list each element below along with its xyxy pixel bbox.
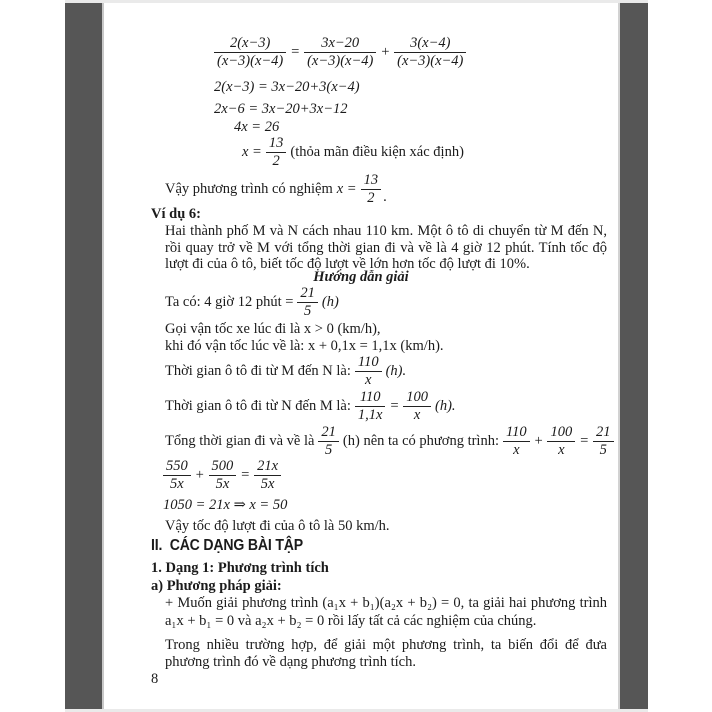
- solution-guide-heading: Hướng dẫn giải: [313, 269, 409, 285]
- total-time-row: [165, 425, 618, 458]
- equals-sign: =: [579, 433, 590, 449]
- fraction: [214, 36, 286, 69]
- page-number: 8: [151, 671, 159, 687]
- numerator: 100: [403, 390, 431, 407]
- fraction: [318, 425, 339, 458]
- fraction: [355, 355, 382, 388]
- dang1-heading: 1. Dạng 1: Phương trình tích: [151, 560, 329, 576]
- fraction: [403, 390, 431, 423]
- numerator: 110: [355, 390, 386, 407]
- fraction: [593, 425, 614, 458]
- denominator: x: [558, 442, 565, 458]
- equation-intro-text: (h) nên ta có phương trình:: [342, 433, 499, 449]
- solution-step: 2(x−3) = 3x−20+3(x−4): [214, 79, 360, 95]
- solution-step: 4x = 26: [234, 119, 280, 135]
- taco-text: Ta có: 4 giờ 12 phút =: [165, 294, 294, 310]
- section2-title: CÁC DẠNG BÀI TẬP: [169, 537, 303, 554]
- fraction: [361, 173, 382, 206]
- scan-right-border: [620, 3, 648, 709]
- fraction: [266, 136, 287, 169]
- time-nm-text: Thời gian ô tô đi từ N đến M là:: [165, 398, 351, 414]
- numerator: 21x: [254, 459, 281, 476]
- solution-step: 2x−6 = 3x−20+3x−12: [214, 101, 348, 117]
- example6-heading: Ví dụ 6:: [151, 206, 201, 222]
- denominator: 2: [272, 153, 280, 169]
- denominator: 2: [367, 190, 375, 206]
- fraction: [503, 425, 530, 458]
- plus-sign: +: [194, 467, 205, 483]
- total-time-text: Tổng thời gian đi và về là: [165, 433, 315, 449]
- section2-heading: [151, 537, 324, 555]
- numerator: 21: [593, 425, 614, 442]
- numerator: 3x−20: [304, 36, 376, 53]
- denominator: 5: [304, 303, 312, 319]
- solution-fraction-equation: [214, 36, 470, 69]
- numerator: 110: [355, 355, 382, 372]
- hour-unit: (h).: [435, 398, 456, 414]
- denominator: x: [413, 407, 421, 423]
- denominator: 5x: [260, 476, 275, 492]
- numerator: 13: [266, 136, 287, 153]
- denominator: 5x: [215, 476, 230, 492]
- fraction: [163, 459, 191, 492]
- result-lhs: x =: [242, 144, 262, 160]
- denominator: (x−3)(x−4): [397, 53, 464, 69]
- method-paragraph-2: Trong nhiều trường hợp, để giải một phương trình, ta biến đổi để đưa phương trình đó về dạng phương trình tích.: [165, 637, 607, 670]
- numerator: 3(x−4): [394, 36, 466, 53]
- fraction: [355, 390, 386, 423]
- time-mn-row: [165, 355, 410, 388]
- plus-sign: +: [533, 433, 544, 449]
- book-page: [102, 3, 620, 709]
- solve-step: 1050 = 21x ⇒ x = 50: [163, 497, 288, 513]
- solution-result-row: [242, 136, 468, 169]
- taco-row: [165, 286, 343, 319]
- khido-line: khi đó vận tốc lúc về là: x + 0,1x = 1,1x (km/h).: [165, 338, 444, 354]
- conclusion-lhs: x =: [336, 181, 357, 197]
- denominator: x: [513, 442, 520, 458]
- scan-left-border: [65, 3, 102, 709]
- numerator: 100: [547, 425, 575, 442]
- period: .: [383, 189, 387, 205]
- numerator: 13: [361, 173, 382, 190]
- sum-fractions-row: [163, 459, 285, 492]
- denominator: (x−3)(x−4): [217, 53, 284, 69]
- section2-number: II.: [151, 537, 163, 554]
- method-heading: a) Phương pháp giải:: [151, 578, 282, 594]
- fraction: [209, 459, 237, 492]
- denominator: 5x: [170, 476, 184, 492]
- conclusion-text: Vậy phương trình có nghiệm: [165, 181, 333, 197]
- numerator: 550: [163, 459, 191, 476]
- denominator: x: [365, 372, 372, 388]
- fraction: [254, 459, 281, 492]
- hour-unit: (h): [321, 294, 339, 310]
- denominator: (x−3)(x−4): [307, 53, 374, 69]
- numerator: 21: [297, 286, 318, 303]
- numerator: 500: [209, 459, 237, 476]
- fraction: [304, 36, 376, 69]
- denominator: 5: [599, 442, 607, 458]
- method-paragraph-1: + Muốn giải phương trình (a₁x + b₁)(a₂x + b₂) = 0, ta giải hai phương trình a₁x + b₁ = 0 và a₂x + b₂ = 0 rồi lấy tất cả các nghiệm của chúng.: [165, 595, 607, 629]
- fraction: [297, 286, 318, 319]
- numerator: 110: [503, 425, 530, 442]
- numerator: 21: [318, 425, 339, 442]
- goi-line: Gọi vận tốc xe lúc đi là x > 0 (km/h),: [165, 321, 381, 337]
- condition-note: (thỏa mãn điều kiện xác định): [290, 144, 464, 160]
- time-mn-text: Thời gian ô tô đi từ M đến N là:: [165, 363, 351, 379]
- example6-conclusion: Vậy tốc độ lượt đi của ô tô là 50 km/h.: [165, 518, 390, 534]
- equals-sign: =: [389, 398, 400, 414]
- solution-conclusion: [165, 173, 391, 206]
- example6-body: Hai thành phố M và N cách nhau 110 km. Một ô tô di chuyển từ M đến N, rồi quay trở về M với tổng thời gian đi và về là 4 giờ 12 phút. Tính tốc độ lượt đi của ô tô, biết tốc độ lượt về lớn hơn tốc độ lượt đi 10%.: [165, 223, 607, 272]
- time-nm-row: [165, 390, 460, 423]
- denominator: 1,1x: [357, 407, 383, 423]
- denominator: 5: [325, 442, 333, 458]
- equals-sign: =: [290, 44, 301, 60]
- plus-sign: +: [380, 44, 391, 60]
- book-scan-photo: [65, 0, 648, 712]
- fraction: [547, 425, 575, 458]
- fraction: [394, 36, 466, 69]
- hour-unit: (h).: [385, 363, 407, 379]
- equals-sign: =: [240, 467, 251, 483]
- numerator: 2(x−3): [214, 36, 286, 53]
